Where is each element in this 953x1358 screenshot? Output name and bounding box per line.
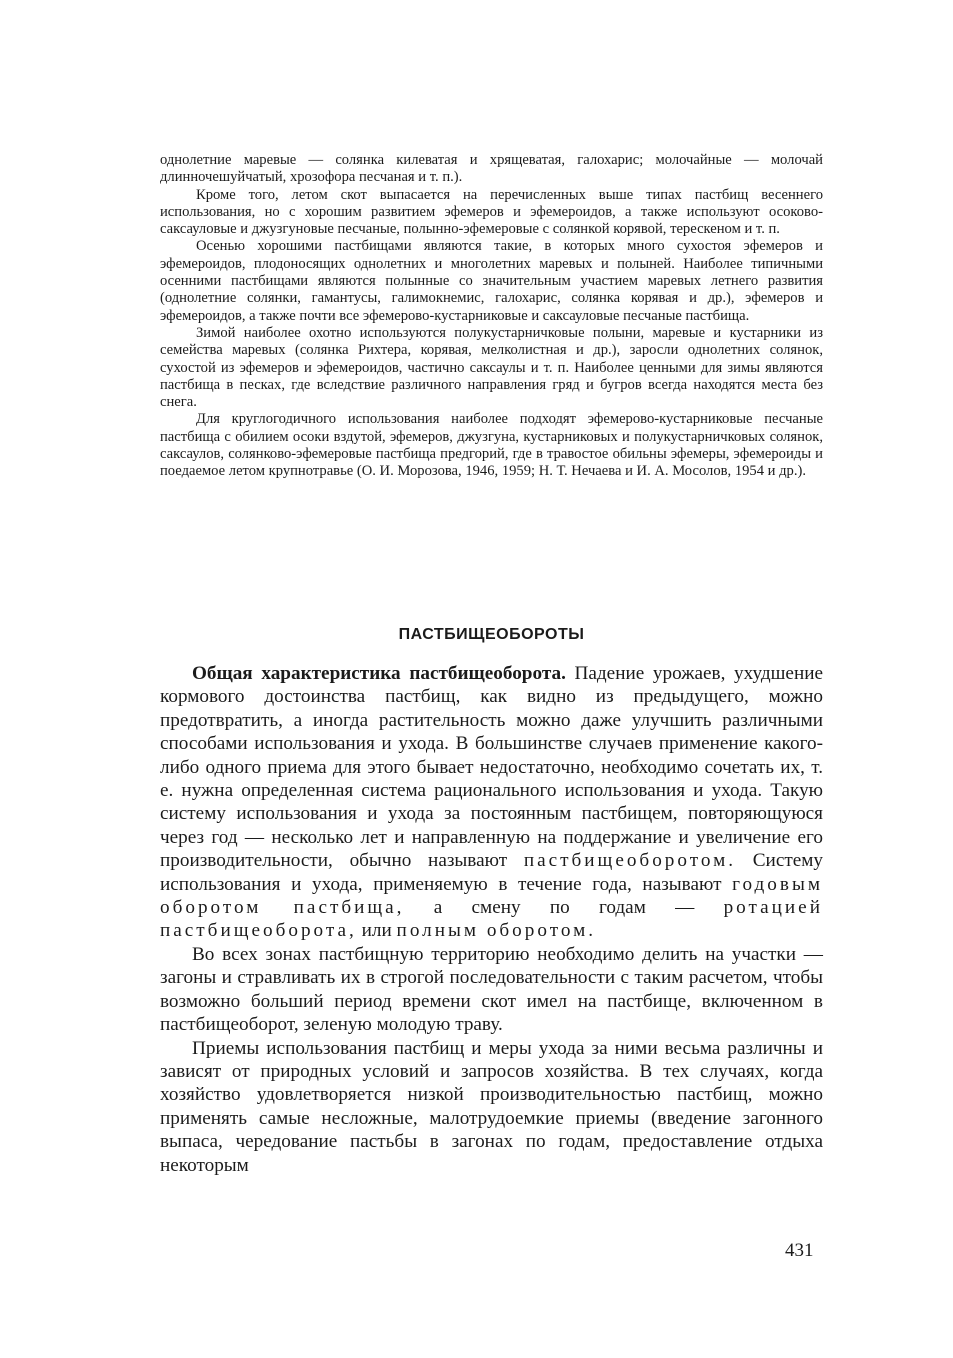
paragraph-zones: Во всех зонах пастбищную территорию необходимо делить на участки — загоны и стравливать их в строгой последовательности с таким расчетом, чтобы возможно больший период времени скот имел на пастбище, включенном в пастбищеоборот, зеленую молодую траву. <box>160 943 823 1036</box>
text-segment: или <box>356 920 397 942</box>
paragraph-continuation: однолетние маревые — солянка килеватая и хрящеватая, галохарис; молочайные — молочай длинночешуйчатый, хрозофора песчаная и т. п.). <box>160 152 823 186</box>
paragraph-general-characteristics <box>160 662 823 943</box>
paragraph-year-round: Для круглогодичного использования наиболее подходят эфемерово-кустарниковые песчаные пастбища с обилием осоки вздутой, эфемеров, джузгуна, кустарниковых и полукустарничковых солянок, саксаулов, солянково-эфемеровые пастбища предгорий, где в травостое обильны эфемеры, эфемероиды и поедаемое летом крупнотравье (О. И. Морозова, 1946, 1959; Н. Т. Нечаева и И. А. Мосолов, 1954 и др.). <box>160 411 823 480</box>
text-segment: Падение урожаев, ухудшение кормового достоинства пастбищ, как видно из предыдущего, можно предотвратить, а иногда растительность можно даже улучшить различными способами использования и ухода. В большинстве случаев применение какого-либо одного приема для этого бывает недостаточно, необходимо сочетать их, т. е. нужна определенная система рационального использования и ухода. Такую систему использования и ухода за постоянным пастбищем, повторяющуюся через год — несколько лет и направленную на поддержание и увеличение его производительности, обычно называют <box>160 663 824 872</box>
term-pasture-rotation: пастбищеоборотом. <box>523 850 737 872</box>
term-annual-cycle: годовым оборотом пастбища, <box>160 873 823 919</box>
text-segment: а смену по годам — <box>404 897 724 919</box>
paragraph-winter: Зимой наиболее охотно используются полукустарничковые полыни, маревые и кустарники из семейства маревых (солянка Рихтера, корявая, мелколистная и др.), заросли однолетних солянок, сухостой из эфемеров и эфемероидов, частично саксаулы и т. п. Наиболее ценными для зимы являются пастбища в песках, где вследствие различного направления гряд и бугров всегда находятся места без снега. <box>160 324 823 411</box>
paragraph-summer: Кроме того, летом скот выпасается на перечисленных выше типах пастбищ весеннего использования, но с хорошим развитием эфемеров и эфемероидов, а также используют осоково-саксауловые и джузгуновые песчаные, полынно-эфемеровые с солянкой корявой, терескеном и т. п. <box>160 186 823 238</box>
small-print-block <box>160 152 823 481</box>
run-in-heading: Общая характеристика пастбищеоборота. <box>192 663 566 684</box>
section-heading: ПАСТБИЩЕОБОРОТЫ <box>398 626 585 643</box>
paragraph-methods: Приемы использования пастбищ и меры ухода за ними весьма различны и зависят от природных условий и запросов хозяйства. В тех случаях, когда хозяйство удовлетворяется низкой производительностью пастбищ, можно применять самые несложные, малотрудоемкие приемы (введение загонного выпаса, чередование пастьбы в загонах по годам, предоставление отдыха некоторым <box>160 1037 823 1176</box>
paragraph-autumn: Осенью хорошими пастбищами являются такие, в которых много сухостоя эфемеров и эфемероидов, плодоносящих однолетних и многолетних маревых и полыней. Наиболее типичными осенними пастбищами являются полынные со значительным участием маревых летнего развития (однолетние солянки, гамантусы, галимокнемис, галохарис, солянка корявая и др.), эфемеров и эфемероидов, а также почти все эфемерово-кустарниковые и саксауловые песчаные пастбища. <box>160 238 823 324</box>
term-rotation: ротацией пастбищеоборота, <box>160 897 823 942</box>
term-full-cycle: полным оборотом. <box>396 920 597 942</box>
text-segment: Систему использования и ухода, применяемую в течение года, называют <box>160 850 823 895</box>
page-number: 431 <box>785 1240 814 1261</box>
main-text-block <box>160 662 823 1177</box>
